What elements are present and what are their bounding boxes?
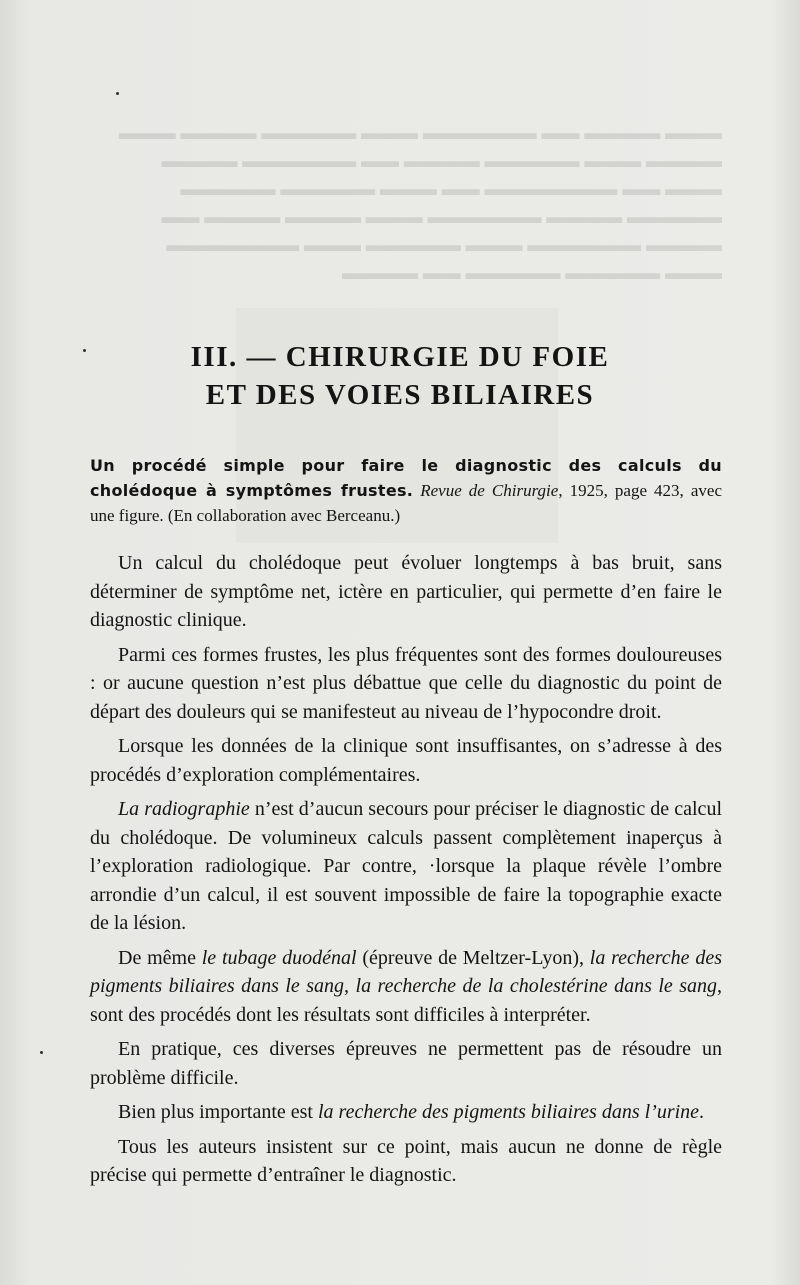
show-through-texture: ▬▬▬ ▬▬▬▬▬ ▬▬▬▬▬ ▬▬ ▬▬▬▬ — [342, 263, 722, 284]
paragraph-text: (épreuve de Meltzer-Lyon), — [356, 946, 590, 969]
italic-text: le tubage duodénal — [201, 946, 357, 969]
paragraph-text: . — [699, 1101, 705, 1123]
paragraph-text: n’est d’aucun secours pour préciser le diagnostic de calcul du cholédoque. De volumineux calculs passent complètement inaperçus à l’exploration radiologique. Par contre, ·lorsque la plaque révèle l’ombre arrondie d’un calcul, il est souvent impossible de faire la topographie exacte de la lésion. — [90, 798, 722, 934]
paragraph-text: , sont des procédés dont les résultats sont difficiles à interpréter. — [90, 975, 723, 1026]
entry-journal: Revue de Chirurgie — [420, 481, 559, 500]
paper-speck — [40, 1051, 43, 1054]
paragraph-text: Lorsque les données de la clinique sont insuffisantes, on s’adresse à des procédés d’exploration complémentaires. — [90, 735, 722, 786]
paragraph — [90, 795, 722, 938]
paragraph — [90, 641, 722, 727]
paragraph-text: Un calcul du cholédoque peut évoluer longtemps à bas bruit, sans déterminer de symptôme net, ictère en particulier, qui permette d’en faire le diagnostic clinique. — [90, 552, 722, 631]
show-through-texture: ▬▬▬▬▬ ▬▬▬▬ ▬▬▬▬▬▬ ▬▬▬ ▬▬▬▬ ▬▬▬▬ ▬▬ — [161, 207, 722, 228]
body-text — [90, 549, 722, 1196]
paragraph — [90, 549, 722, 635]
chapter-heading-line2: ET DES VOIES BILIAIRES — [205, 379, 595, 411]
paragraph — [90, 732, 722, 789]
paragraph — [90, 944, 722, 1030]
paragraph — [90, 1035, 722, 1092]
paragraph-text: En pratique, ces diverses épreuves ne permettent pas de résoudre un problème difficile. — [90, 1038, 722, 1089]
paragraph-text: Tous les auteurs insistent sur ce point, mais aucun ne donne de règle précise qui permette d’entraîner le diagnostic. — [90, 1135, 722, 1186]
paper-speck — [116, 92, 119, 95]
italic-text: la recherche des pigments biliaires dans le sang — [90, 946, 722, 997]
bibliography-entry — [90, 453, 722, 528]
paragraph-text: , — [344, 975, 356, 997]
entry-citation: , 1925, page 423, avec une figure. (En collaboration avec Berceanu.) — [90, 481, 722, 525]
paragraph — [90, 1098, 722, 1127]
show-through-texture: ▬▬▬▬ ▬▬▬▬▬▬ ▬▬▬ ▬▬▬▬▬ ▬▬▬ ▬▬▬▬▬▬▬ — [166, 235, 722, 256]
show-through-texture: ▬▬▬ ▬▬ ▬▬▬▬▬▬▬ ▬▬ ▬▬▬ ▬▬▬▬▬ ▬▬▬▬▬ — [180, 179, 722, 200]
italic-text: la recherche des pigments biliaires dans l’urine — [317, 1101, 700, 1123]
show-through-texture: ▬▬▬▬ ▬▬▬ ▬▬▬▬▬ ▬▬▬▬ ▬▬ ▬▬▬▬▬▬ ▬▬▬▬ — [161, 151, 722, 172]
entry-title: Un procédé simple pour faire le diagnostic des calculs du cholédoque à symptômes frustes. — [90, 456, 722, 500]
show-through-texture: ▬▬▬ ▬▬▬▬ ▬▬ ▬▬▬▬▬▬ ▬▬▬ ▬▬▬▬▬ ▬▬▬▬ ▬▬▬ — [118, 123, 722, 144]
paragraph-text: Bien plus importante est — [118, 1101, 318, 1123]
chapter-heading-line1: III. — CHIRURGIE DU FOIE — [190, 341, 610, 373]
paragraph — [90, 1133, 722, 1190]
paragraph-text: Parmi ces formes frustes, les plus fréquentes sont des formes douloureuses : or aucune question n’est plus débattue que celle du diagnostic du point de départ des douleurs qui se manifesteut au niveau de l’hypocondre droit. — [90, 643, 722, 723]
italic-text: la recherche de la cholestérine dans le sang — [355, 975, 718, 997]
italic-text: La radiographie — [118, 798, 250, 820]
paragraph-text: De même — [118, 946, 202, 969]
